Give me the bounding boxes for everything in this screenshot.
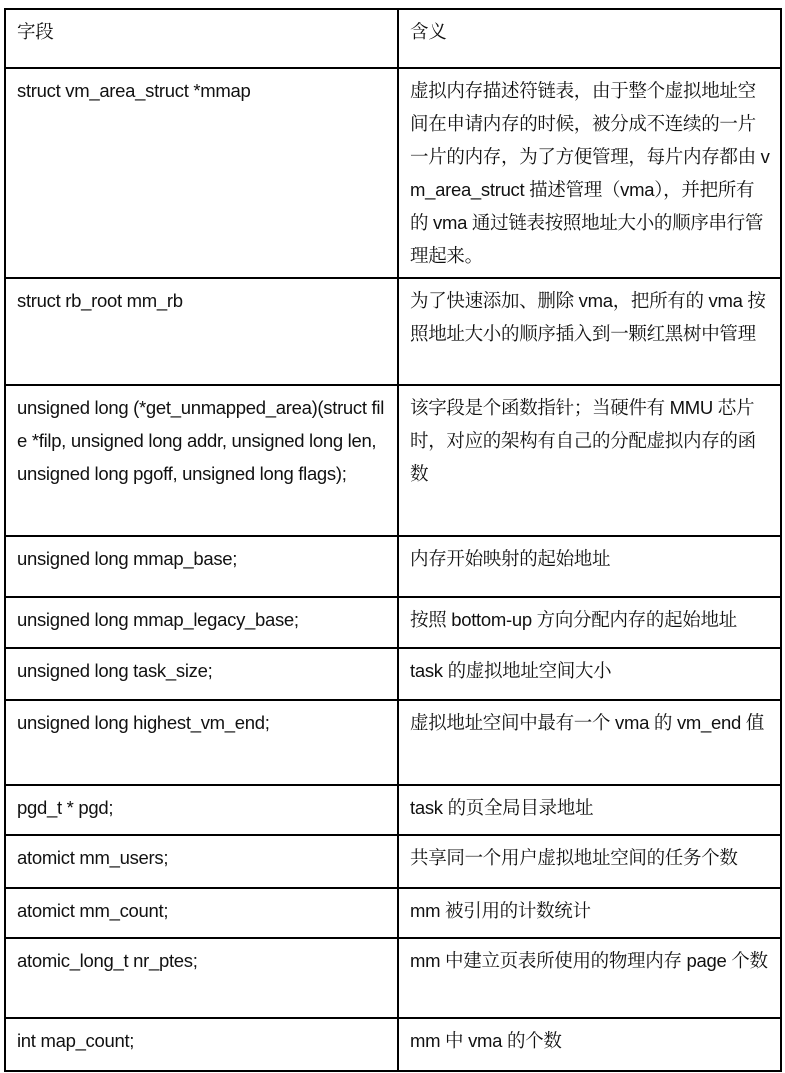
table-row <box>5 700 781 785</box>
table-row <box>5 648 781 700</box>
meaning-cell: 虚拟地址空间中最有一个 vma 的 vm_end 值 <box>398 700 781 785</box>
field-cell: unsigned long (*get_unmapped_area)(struct file *filp, unsigned long addr, unsigned long len, unsigned long pgoff, unsigned long flags); <box>5 385 398 536</box>
table-row <box>5 938 781 1018</box>
meaning-cell: mm 被引用的计数统计 <box>398 888 781 938</box>
meaning-cell: 内存开始映射的起始地址 <box>398 536 781 597</box>
table-row <box>5 835 781 888</box>
field-cell: struct rb_root mm_rb <box>5 278 398 385</box>
field-cell: atomict mm_users; <box>5 835 398 888</box>
meaning-cell: 该字段是个函数指针；当硬件有 MMU 芯片时，对应的架构有自己的分配虚拟内存的函数 <box>398 385 781 536</box>
field-cell: unsigned long highest_vm_end; <box>5 700 398 785</box>
field-cell: pgd_t * pgd; <box>5 785 398 835</box>
field-cell: unsigned long mmap_base; <box>5 536 398 597</box>
meaning-cell: mm 中建立页表所使用的物理内存 page 个数 <box>398 938 781 1018</box>
table-row <box>5 536 781 597</box>
field-cell: unsigned long task_size; <box>5 648 398 700</box>
meaning-cell: 虚拟内存描述符链表，由于整个虚拟地址空间在申请内存的时候，被分成不连续的一片一片的内存，为了方便管理，每片内存都由 vm_area_struct 描述管理（vma），并把所有的 vma 通过链表按照地址大小的顺序串行管理起来。 <box>398 68 781 278</box>
table-row <box>5 68 781 278</box>
field-cell: int map_count; <box>5 1018 398 1071</box>
field-cell: atomic_long_t nr_ptes; <box>5 938 398 1018</box>
meaning-cell: task 的虚拟地址空间大小 <box>398 648 781 700</box>
meaning-cell: 共享同一个用户虚拟地址空间的任务个数 <box>398 835 781 888</box>
meaning-cell: task 的页全局目录地址 <box>398 785 781 835</box>
field-cell: atomict mm_count; <box>5 888 398 938</box>
meaning-cell: 按照 bottom-up 方向分配内存的起始地址 <box>398 597 781 648</box>
field-cell: unsigned long mmap_legacy_base; <box>5 597 398 648</box>
table-row <box>5 1018 781 1071</box>
mm-struct-fields-table <box>4 8 782 1072</box>
table-row <box>5 888 781 938</box>
table-row <box>5 385 781 536</box>
header-meaning: 含义 <box>398 9 781 68</box>
table-row <box>5 278 781 385</box>
meaning-cell: mm 中 vma 的个数 <box>398 1018 781 1071</box>
table-row <box>5 785 781 835</box>
table-row <box>5 597 781 648</box>
meaning-cell: 为了快速添加、删除 vma，把所有的 vma 按照地址大小的顺序插入到一颗红黑树中管理 <box>398 278 781 385</box>
field-cell: struct vm_area_struct *mmap <box>5 68 398 278</box>
table-header-row <box>5 9 781 68</box>
header-field: 字段 <box>5 9 398 68</box>
